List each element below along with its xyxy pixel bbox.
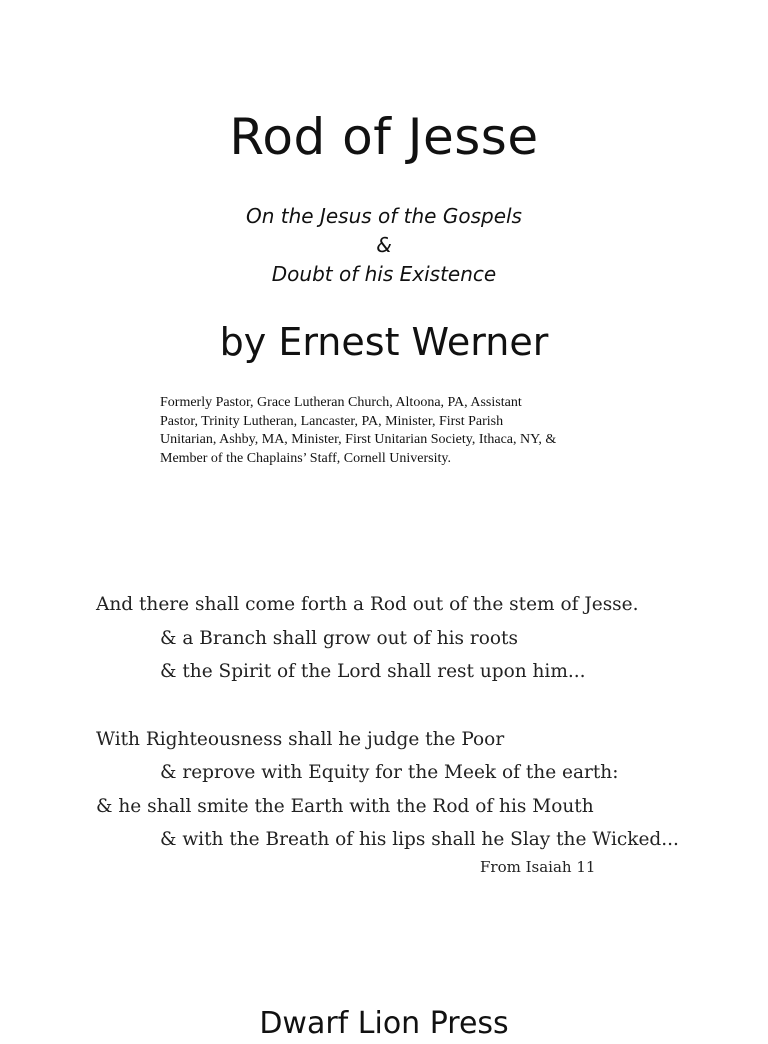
epigraph-line: And there shall come forth a Rod out of the stem of Jesse. [96, 594, 639, 615]
epigraph-line: & reprove with Equity for the Meek of the earth: [160, 762, 619, 783]
subtitle-line-3: Doubt of his Existence [271, 262, 497, 286]
subtitle-line-2: & [376, 233, 392, 257]
epigraph-line: & with the Breath of his lips shall he Slay the Wicked... [160, 829, 679, 850]
epigraph-line: & a Branch shall grow out of his roots [160, 627, 518, 649]
epigraph [96, 588, 716, 857]
epigraph-line: & he shall smite the Earth with the Rod of his Mouth [96, 795, 594, 817]
book-title: Rod of Jesse [229, 108, 539, 166]
book-subtitle [0, 202, 768, 289]
stanza-break [96, 689, 716, 723]
author-name: by Ernest Werner [219, 320, 549, 364]
subtitle-line-1: On the Jesus of the Gospels [246, 204, 522, 228]
epigraph-line: With Righteousness shall he judge the Poor [96, 728, 505, 750]
epigraph-citation: From Isaiah 11 [480, 858, 596, 876]
publisher-name: Dwarf Lion Press [259, 1006, 509, 1041]
author-bio: Formerly Pastor, Grace Lutheran Church, Altoona, PA, Assistant Pastor, Trinity Lutheran, Lancaster, PA, Minister, First Parish Unitarian, Ashby, MA, Minister, First Unitarian Society, Ithaca, NY, & Member of the Chaplains’ Staff, Cornell University. [160, 395, 557, 466]
epigraph-line: & the Spirit of the Lord shall rest upon him... [160, 661, 586, 682]
